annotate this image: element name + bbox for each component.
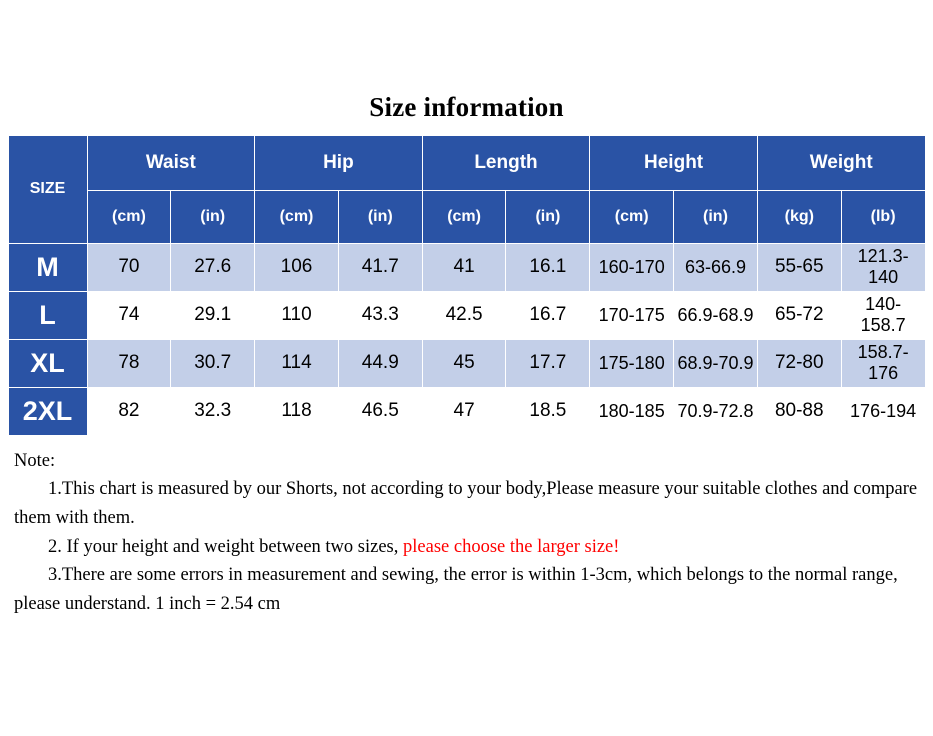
row-size-2xl: 2XL [8, 387, 87, 435]
row-size-l: L [8, 291, 87, 339]
cell-xl-length-in: 17.7 [506, 339, 590, 387]
cell-l-height-cm: 170-175 [590, 291, 674, 339]
cell-2xl-waist-cm: 82 [87, 387, 171, 435]
cell-2xl-length-in: 18.5 [506, 387, 590, 435]
unit-waist-cm: (cm) [87, 190, 171, 243]
column-group-waist: Waist [87, 135, 255, 190]
table-header [8, 135, 925, 243]
cell-m-length-cm: 41 [422, 243, 506, 291]
unit-height-in: (in) [674, 190, 758, 243]
cell-l-hip-in: 43.3 [338, 291, 422, 339]
cell-xl-waist-cm: 78 [87, 339, 171, 387]
cell-m-length-in: 16.1 [506, 243, 590, 291]
cell-xl-hip-in: 44.9 [338, 339, 422, 387]
cell-2xl-length-cm: 47 [422, 387, 506, 435]
cell-l-length-in: 16.7 [506, 291, 590, 339]
cell-2xl-weight-lb: 176-194 [841, 387, 925, 435]
cell-2xl-height-in: 70.9-72.8 [674, 387, 758, 435]
unit-hip-cm: (cm) [255, 190, 339, 243]
column-group-length: Length [422, 135, 590, 190]
unit-height-cm: (cm) [590, 190, 674, 243]
cell-xl-hip-cm: 114 [255, 339, 339, 387]
cell-m-height-cm: 160-170 [590, 243, 674, 291]
cell-m-hip-cm: 106 [255, 243, 339, 291]
cell-l-weight-kg: 65-72 [757, 291, 841, 339]
cell-m-waist-in: 27.6 [171, 243, 255, 291]
column-group-weight: Weight [757, 135, 925, 190]
cell-l-height-in: 66.9-68.9 [674, 291, 758, 339]
cell-2xl-hip-in: 46.5 [338, 387, 422, 435]
cell-2xl-waist-in: 32.3 [171, 387, 255, 435]
cell-m-hip-in: 41.7 [338, 243, 422, 291]
row-size-xl: XL [8, 339, 87, 387]
column-group-height: Height [590, 135, 758, 190]
cell-l-weight-lb: 140-158.7 [841, 291, 925, 339]
row-size-m: M [8, 243, 87, 291]
cell-m-height-in: 63-66.9 [674, 243, 758, 291]
table-body [8, 243, 925, 435]
table-row [8, 291, 925, 339]
unit-length-cm: (cm) [422, 190, 506, 243]
cell-2xl-height-cm: 180-185 [590, 387, 674, 435]
note-item-3: 3.There are some errors in measurement and sewing, the error is within 1-3cm, which belongs to the normal range, please understand. 1 inch = 2.54 cm [14, 565, 898, 615]
note-item-2 [14, 533, 919, 562]
cell-m-weight-kg: 55-65 [757, 243, 841, 291]
cell-l-waist-cm: 74 [87, 291, 171, 339]
column-group-hip: Hip [255, 135, 423, 190]
table-row [8, 339, 925, 387]
cell-xl-height-in: 68.9-70.9 [674, 339, 758, 387]
cell-l-waist-in: 29.1 [171, 291, 255, 339]
page-title: Size information [369, 92, 564, 122]
table-row [8, 387, 925, 435]
cell-xl-height-cm: 175-180 [590, 339, 674, 387]
cell-2xl-hip-cm: 118 [255, 387, 339, 435]
cell-m-weight-lb: 121.3-140 [841, 243, 925, 291]
note-item-2-highlight: please choose the larger size! [403, 536, 620, 557]
cell-xl-weight-kg: 72-80 [757, 339, 841, 387]
notes-heading: Note: [14, 450, 56, 471]
unit-weight-lb: (lb) [841, 190, 925, 243]
cell-l-hip-cm: 110 [255, 291, 339, 339]
unit-length-in: (in) [506, 190, 590, 243]
unit-waist-in: (in) [171, 190, 255, 243]
cell-l-length-cm: 42.5 [422, 291, 506, 339]
unit-weight-kg: (kg) [757, 190, 841, 243]
table-header-row-units [8, 190, 925, 243]
cell-2xl-weight-kg: 80-88 [757, 387, 841, 435]
column-header-size: SIZE [8, 135, 87, 243]
cell-m-waist-cm: 70 [87, 243, 171, 291]
unit-hip-in: (in) [338, 190, 422, 243]
notes-section [14, 447, 919, 619]
size-information-table [8, 135, 926, 436]
cell-xl-length-cm: 45 [422, 339, 506, 387]
cell-xl-waist-in: 30.7 [171, 339, 255, 387]
note-item-1: 1.This chart is measured by our Shorts, not according to your body,Please measure your suitable clothes and compare them with them. [14, 479, 918, 529]
cell-xl-weight-lb: 158.7-176 [841, 339, 925, 387]
table-row [8, 243, 925, 291]
table-header-row-groups [8, 135, 925, 190]
note-item-2-text: 2. If your height and weight between two sizes, [48, 536, 404, 557]
